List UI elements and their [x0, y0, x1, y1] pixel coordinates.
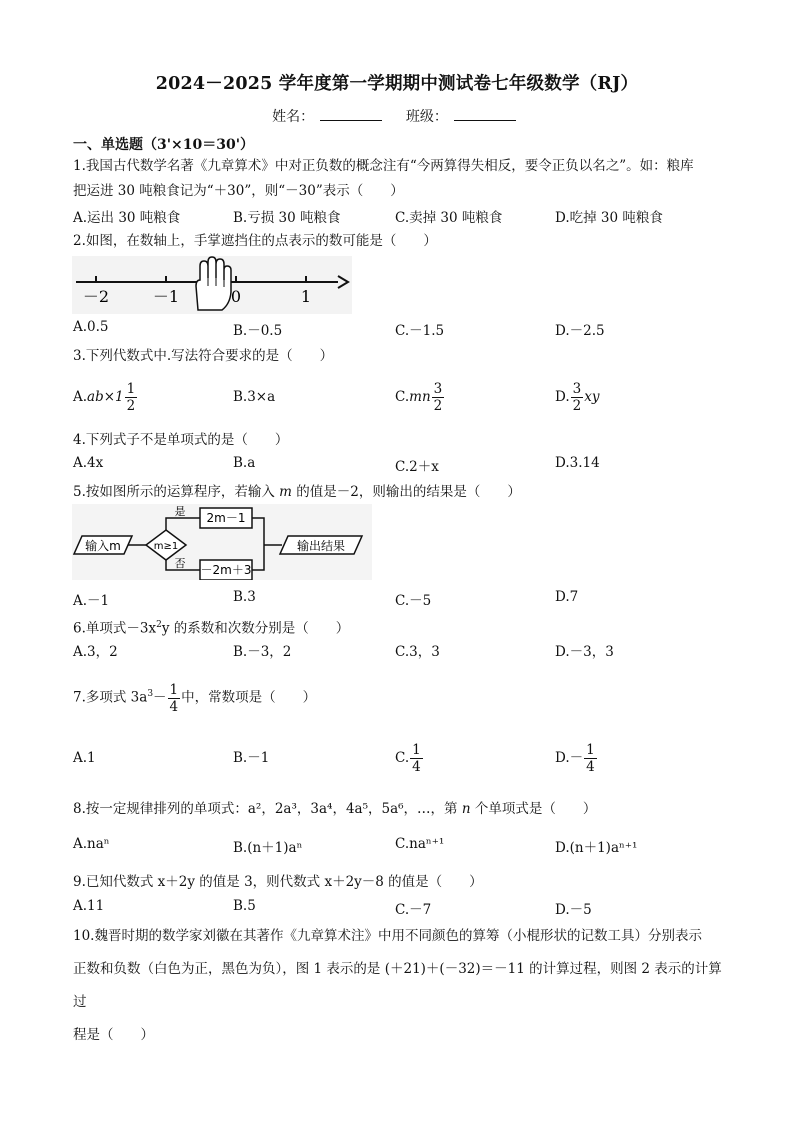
name-label: 姓名：: [272, 109, 315, 125]
number-line-figure: [72, 256, 352, 314]
question-8: 8.按一定规律排列的单项式：a²，2a³，3a⁴，4a⁵，5a⁶，…，第 n 个单项式是（ ）: [73, 801, 597, 817]
q2-option-b: B.－0.5: [233, 323, 283, 339]
q3-option-c: C.mn $\frac{3}{2}$: [395, 381, 443, 414]
q9-option-d: D.－5: [555, 902, 592, 918]
question-6: 6.单项式$-3x^2y$ 的系数和次数分别是（ ）: [73, 620, 350, 637]
q5-option-a: A.－1: [73, 593, 110, 609]
q5-option-c: C.－5: [395, 593, 432, 609]
q6-option-b: B.－3，2: [233, 644, 292, 660]
q9-option-c: C.－7: [395, 902, 432, 918]
q1-option-c: C.卖掉 30 吨粮食: [395, 210, 503, 226]
input-label: 输入m: [85, 539, 121, 553]
q3-options: [73, 378, 723, 416]
question-9: 9.已知代数式 x＋2y 的值是 3，则代数式 x＋2y－8 的值是（ ）: [73, 874, 483, 890]
exam-title: 2024－2025 学年度第一学期期中测试卷七年级数学（RJ）: [155, 74, 639, 94]
q5-options: [73, 589, 723, 615]
q3-option-b: B.3×a: [233, 389, 276, 405]
q1-option-d: D.吃掉 30 吨粮食: [555, 210, 663, 226]
q4-options: [73, 455, 723, 481]
q1-line1: 1.我国古代数学名著《九章算术》中对正负数的概念注有“今两算得失相反，要令正负以名之”。如：粮库: [73, 158, 694, 174]
q6-options: [73, 640, 723, 666]
q4-option-d: D.3.14: [555, 455, 600, 471]
question-10: [73, 920, 723, 1052]
question-4: 4.下列式子不是单项式的是（ ）: [73, 432, 289, 448]
axis-label-0: 0: [230, 287, 242, 306]
question-7: 7.多项式 $3a^3-$ $\frac{1}{4}$ 中，常数项是（ ）: [73, 681, 317, 715]
q7-option-a: A.1: [73, 750, 96, 766]
axis-label-neg1: －1: [152, 287, 180, 306]
question-1: [73, 154, 723, 204]
q1-option-a: A.运出 30 吨粮食: [73, 210, 181, 226]
q3-option-a: A.ab×1 $\frac{1}{2}$: [73, 381, 136, 414]
q9-option-a: A.11: [73, 898, 105, 914]
q10-line1: 10.魏晋时期的数学家刘徽在其著作《九章算术注》中用不同颜色的算筹（小棍形状的记数工具）分别表示: [73, 928, 702, 944]
q7-option-c: C. $\frac{1}{4}$: [395, 742, 421, 775]
q4-option-b: B.a: [233, 455, 256, 471]
no-box-label: －2m＋3: [200, 563, 252, 577]
question-2: 2.如图，在数轴上，手掌遮挡住的点表示的数可能是（ ）: [73, 233, 437, 249]
q2-option-c: C.－1.5: [395, 323, 445, 339]
q6-option-c: C.3，3: [395, 644, 440, 660]
q3-option-d: D. $\frac{3}{2}$ xy: [555, 381, 600, 414]
output-label: 输出结果: [296, 539, 346, 553]
q8-option-a: A.naⁿ: [73, 836, 110, 852]
q9-option-b: B.5: [233, 898, 256, 914]
q10-line3: 程是（ ）: [73, 1027, 154, 1043]
q2-options: [73, 319, 723, 345]
axis-label-neg2: －2: [82, 287, 110, 306]
class-label: 班级：: [405, 109, 448, 125]
yes-box-label: 2m－1: [206, 511, 246, 525]
yes-label: 是: [174, 505, 186, 518]
question-5: 5.按如图所示的运算程序，若输入 m 的值是－2，则输出的结果是（ ）: [73, 484, 521, 500]
question-3: 3.下列代数式中.写法符合要求的是（ ）: [73, 348, 334, 364]
q6-option-d: D.－3，3: [555, 644, 614, 660]
q7-options: [73, 738, 723, 778]
q2-option-a: A.0.5: [73, 319, 109, 335]
q10-line2: 正数和负数（白色为正，黑色为负），图 1 表示的是 (＋21)＋(－32)＝－11 的计算过程，则图 2 表示的计算过: [73, 961, 722, 1010]
q6-option-a: A.3，2: [73, 644, 118, 660]
class-blank: [454, 108, 516, 121]
condition-label: m≥1: [153, 541, 179, 552]
q8-option-c: C.naⁿ⁺¹: [395, 836, 445, 852]
q7-option-b: B.－1: [233, 750, 270, 766]
name-class-line: [0, 106, 794, 126]
q8-option-b: B.(n＋1)aⁿ: [233, 840, 303, 856]
axis-label-1: 1: [300, 287, 312, 306]
flowchart-figure: [72, 504, 372, 580]
q8-option-d: D.(n＋1)aⁿ⁺¹: [555, 840, 638, 856]
q1-line2: 把运进 30 吨粮食记为“＋30”，则“－30”表示（ ）: [73, 183, 404, 199]
q5-option-d: D.7: [555, 589, 579, 605]
q2-option-d: D.－2.5: [555, 323, 605, 339]
section-heading: 一、单选题（3'×10＝30'）: [73, 137, 255, 153]
q1-option-b: B.亏损 30 吨粮食: [233, 210, 341, 226]
q4-option-c: C.2＋x: [395, 459, 439, 475]
name-blank: [320, 108, 382, 121]
q7-option-d: D.－ $\frac{1}{4}$: [555, 742, 595, 775]
no-label: 否: [174, 557, 186, 570]
q8-options: [73, 836, 723, 862]
q5-option-b: B.3: [233, 589, 256, 605]
q4-option-a: A.4x: [73, 455, 104, 471]
